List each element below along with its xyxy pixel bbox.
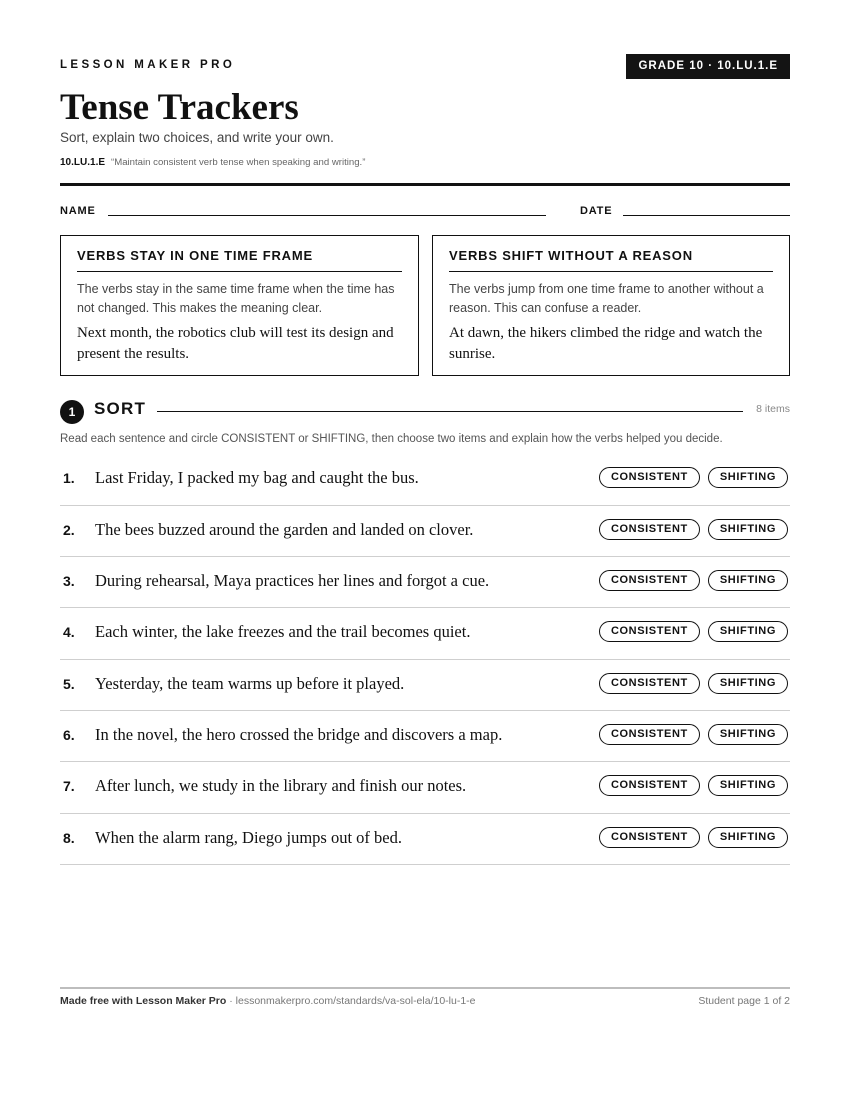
- shifting-choice[interactable]: SHIFTING: [708, 467, 788, 488]
- shifting-choice[interactable]: SHIFTING: [708, 673, 788, 694]
- card-description: The verbs jump from one time frame to another without a reason. This can confuse a reader.: [449, 282, 764, 315]
- item-sentence: When the alarm rang, Diego jumps out of bed.: [95, 828, 402, 847]
- item-sentence: After lunch, we study in the library and finish our notes.: [95, 776, 467, 795]
- item-sentence: The bees buzzed around the garden and landed on clover.: [95, 520, 474, 539]
- consistent-choice[interactable]: CONSISTENT: [599, 621, 700, 642]
- section-instructions: Read each sentence and circle CONSISTENT or SHIFTING, then choose two items and explain how the verbs helped you decide.: [60, 433, 723, 445]
- item-number: 8.: [63, 830, 75, 846]
- card-example: Next month, the robotics club will test its design and present the results.: [77, 325, 394, 362]
- choice-group: [599, 621, 788, 642]
- shifting-tense-card: [432, 235, 790, 376]
- item-number: 5.: [63, 676, 75, 692]
- consistent-choice[interactable]: CONSISTENT: [599, 827, 700, 848]
- card-title: VERBS SHIFT WITHOUT A REASON: [449, 248, 773, 272]
- page-subtitle: Sort, explain two choices, and write your own.: [60, 130, 334, 145]
- name-label: NAME: [60, 205, 96, 217]
- shifting-choice[interactable]: SHIFTING: [708, 775, 788, 796]
- item-sentence: Yesterday, the team warms up before it played.: [95, 674, 405, 693]
- card-description: The verbs stay in the same time frame when the time has not changed. This makes the meaning clear.: [77, 282, 395, 315]
- shifting-choice[interactable]: SHIFTING: [708, 621, 788, 642]
- card-title: VERBS STAY IN ONE TIME FRAME: [77, 248, 402, 272]
- standard-quote: “Maintain consistent verb tense when speaking and writing.”: [111, 157, 366, 168]
- header-divider: [60, 183, 790, 186]
- sort-item: [60, 506, 790, 557]
- choice-group: [599, 673, 788, 694]
- choice-group: [599, 775, 788, 796]
- worksheet-page: [60, 0, 790, 1100]
- item-number: 2.: [63, 522, 75, 538]
- item-count: 8 items: [756, 403, 790, 415]
- item-number: 7.: [63, 778, 75, 794]
- page-indicator: Student page 1 of 2: [698, 995, 790, 1007]
- item-number: 4.: [63, 624, 75, 640]
- sort-item: [60, 762, 790, 814]
- brand-name: LESSON MAKER PRO: [60, 59, 236, 71]
- consistent-choice[interactable]: CONSISTENT: [599, 775, 700, 796]
- consistent-tense-card: [60, 235, 419, 376]
- choice-group: [599, 724, 788, 745]
- sort-item-list: [60, 454, 790, 865]
- item-number: 6.: [63, 727, 75, 743]
- standard-line: [60, 157, 365, 168]
- item-number: 1.: [63, 470, 75, 486]
- item-sentence: In the novel, the hero crossed the bridge and discovers a map.: [95, 725, 503, 744]
- consistent-choice[interactable]: CONSISTENT: [599, 673, 700, 694]
- footer-credit: [60, 995, 476, 1007]
- section-number: 1: [60, 400, 84, 424]
- grade-badge: GRADE 10 · 10.LU.1.E: [626, 54, 790, 79]
- item-sentence: Each winter, the lake freezes and the trail becomes quiet.: [95, 622, 471, 641]
- footer-made-with: Made free with Lesson Maker Pro: [60, 995, 227, 1007]
- consistent-choice[interactable]: CONSISTENT: [599, 570, 700, 591]
- shifting-choice[interactable]: SHIFTING: [708, 570, 788, 591]
- page-title: Tense Trackers: [60, 87, 299, 128]
- consistent-choice[interactable]: CONSISTENT: [599, 467, 700, 488]
- choice-group: [599, 519, 788, 540]
- footer-url[interactable]: lessonmakerpro.com/standards/va-sol-ela/10-lu-1-e: [235, 995, 476, 1007]
- footer-separator: ·: [226, 995, 236, 1007]
- section-divider: [157, 411, 743, 412]
- name-field[interactable]: [108, 215, 546, 216]
- item-sentence: Last Friday, I packed my bag and caught the bus.: [95, 468, 419, 487]
- choice-group: [599, 467, 788, 488]
- card-example: At dawn, the hikers climbed the ridge and watch the sunrise.: [449, 325, 763, 362]
- footer-divider: [60, 987, 790, 989]
- sort-item: [60, 557, 790, 608]
- item-number: 3.: [63, 573, 75, 589]
- date-label: DATE: [580, 205, 613, 217]
- sort-item: [60, 454, 790, 506]
- consistent-choice[interactable]: CONSISTENT: [599, 519, 700, 540]
- sort-item: [60, 660, 790, 711]
- date-field[interactable]: [623, 215, 790, 216]
- sort-item: [60, 608, 790, 660]
- consistent-choice[interactable]: CONSISTENT: [599, 724, 700, 745]
- item-sentence: During rehearsal, Maya practices her lines and forgot a cue.: [95, 571, 490, 590]
- sort-item: [60, 814, 790, 865]
- shifting-choice[interactable]: SHIFTING: [708, 724, 788, 745]
- choice-group: [599, 827, 788, 848]
- section-title: SORT: [94, 399, 147, 418]
- standard-code: 10.LU.1.E: [60, 157, 106, 168]
- sort-item: [60, 711, 790, 762]
- choice-group: [599, 570, 788, 591]
- shifting-choice[interactable]: SHIFTING: [708, 827, 788, 848]
- shifting-choice[interactable]: SHIFTING: [708, 519, 788, 540]
